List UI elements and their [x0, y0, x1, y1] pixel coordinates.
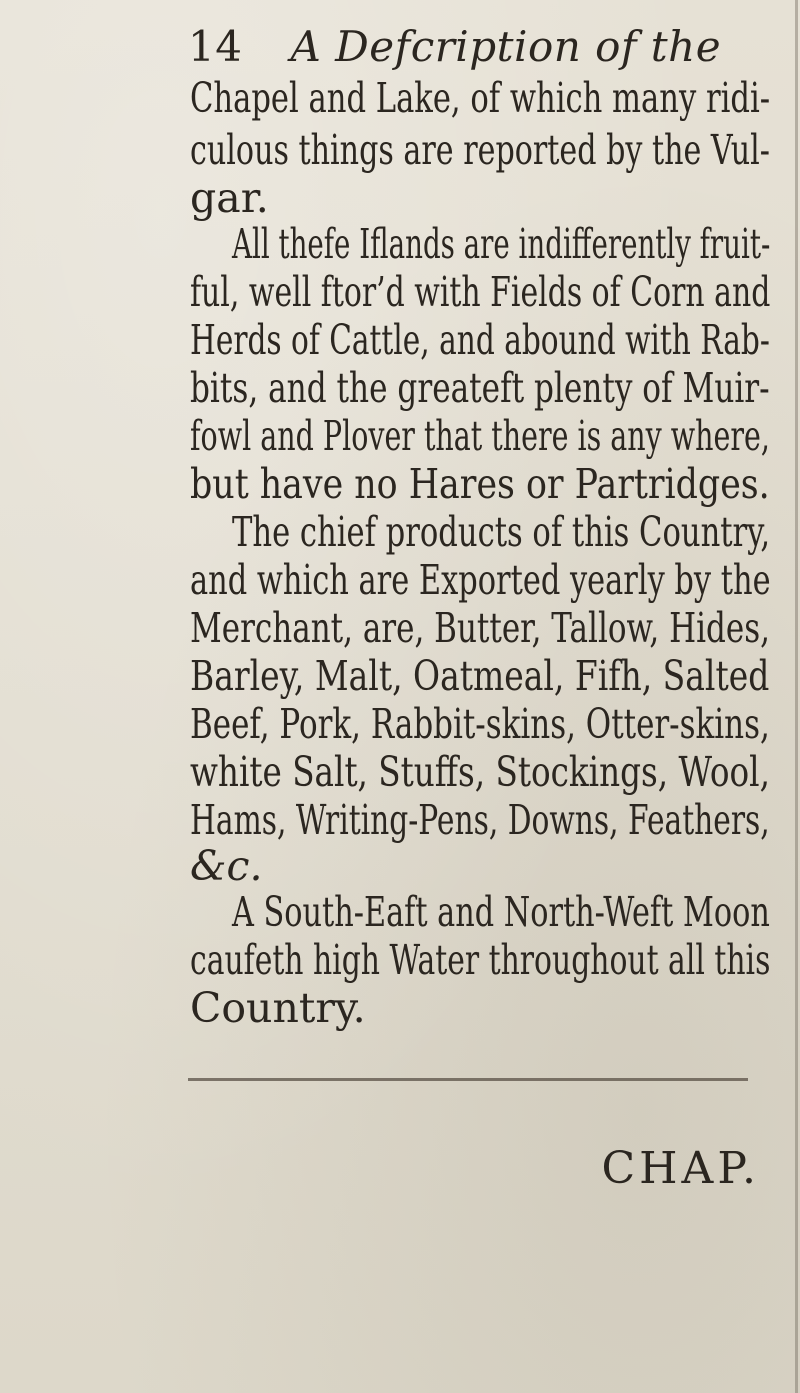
text-line: culous things are reported by the Vul- [190, 126, 770, 174]
section-rule [188, 1078, 748, 1081]
running-header [188, 22, 721, 71]
text-line: Country. [190, 984, 366, 1032]
text-line: The chief products of this Country, [232, 508, 771, 556]
text-line: Beef, Pork, Rabbit-skins, Otter-skins, [190, 700, 770, 748]
text-line: white Salt, Stuffs, Stockings, Wool, [190, 748, 770, 796]
text-line: ful, well ftor’d with Fields of Corn and [190, 268, 771, 316]
text-line: Hams, Writing-Pens, Downs, Feathers, [190, 796, 770, 844]
text-line: Chapel and Lake, of which many ridi- [190, 74, 771, 122]
text-line: &c. [190, 842, 263, 890]
page-edge [795, 0, 798, 1393]
text-line: and which are Exported yearly by the [190, 556, 771, 604]
text-line: but have no Hares or Partridges. [190, 460, 770, 508]
text-line: A South-Eaft and North-Weft Moon [232, 888, 770, 936]
running-title: A Defcription of the [290, 22, 722, 71]
text-line: All thefe Iflands are indifferently fruit- [232, 220, 771, 268]
catchword: CHAP. [601, 1143, 760, 1194]
text-line: Barley, Malt, Oatmeal, Fifh, Salted [190, 652, 770, 700]
text-line: gar. [190, 174, 269, 222]
text-line: caufeth high Water throughout all this [190, 936, 771, 984]
text-line: Herds of Cattle, and abound with Rab- [190, 316, 770, 364]
text-line: bits, and the greateft plenty of Muir- [190, 364, 770, 412]
text-line: Merchant, are, Butter, Tallow, Hides, [190, 604, 770, 652]
text-line: fowl and Plover that there is any where, [190, 412, 770, 460]
page-number: 14 [188, 22, 243, 71]
